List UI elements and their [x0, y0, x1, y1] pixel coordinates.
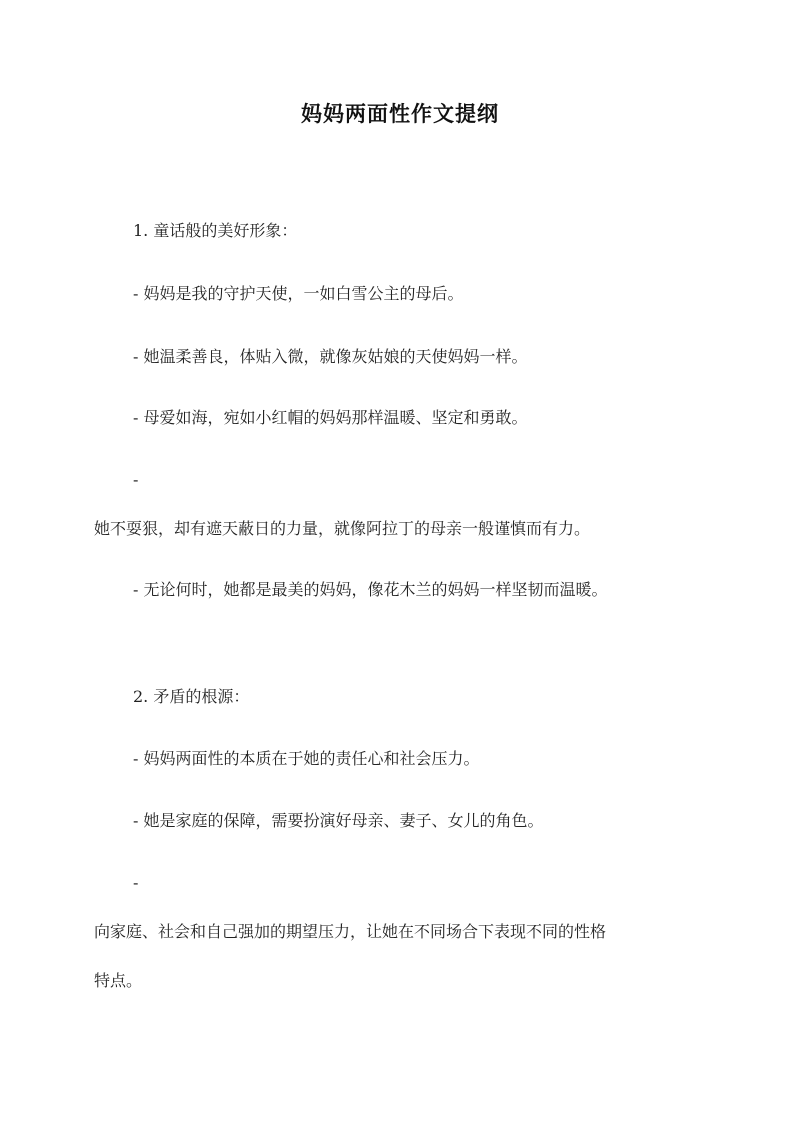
section-1-item: - 无论何时，她都是最美的妈妈，像花木兰的妈妈一样坚韧而温暖。: [133, 580, 608, 599]
section-2-item-dash: -: [133, 873, 139, 892]
section-1-item-dash: -: [133, 470, 139, 489]
section-2-item-continuation: 特点。: [94, 971, 143, 990]
section-2-item: - 她是家庭的保障，需要扮演好母亲、妻子、女儿的角色。: [133, 811, 544, 830]
section-1-heading: 1. 童话般的美好形象：: [133, 221, 298, 240]
section-2-item: - 妈妈两面性的本质在于她的责任心和社会压力。: [133, 749, 480, 768]
document-title: 妈妈两面性作文提纲: [301, 101, 499, 126]
section-1-item: - 母爱如海，宛如小红帽的妈妈那样温暖、坚定和勇敢。: [133, 408, 528, 427]
section-1-item-continuation: 她不耍狠，却有遮天蔽日的力量，就像阿拉丁的母亲一般谨慎而有力。: [94, 519, 591, 538]
section-1-item: - 妈妈是我的守护天使，一如白雪公主的母后。: [133, 284, 464, 303]
section-2-heading: 2. 矛盾的根源：: [133, 687, 250, 706]
section-1-item: - 她温柔善良，体贴入微，就像灰姑娘的天使妈妈一样。: [133, 347, 528, 366]
section-2-item-continuation: 向家庭、社会和自己强加的期望压力，让她在不同场合下表现不同的性格: [94, 922, 607, 941]
